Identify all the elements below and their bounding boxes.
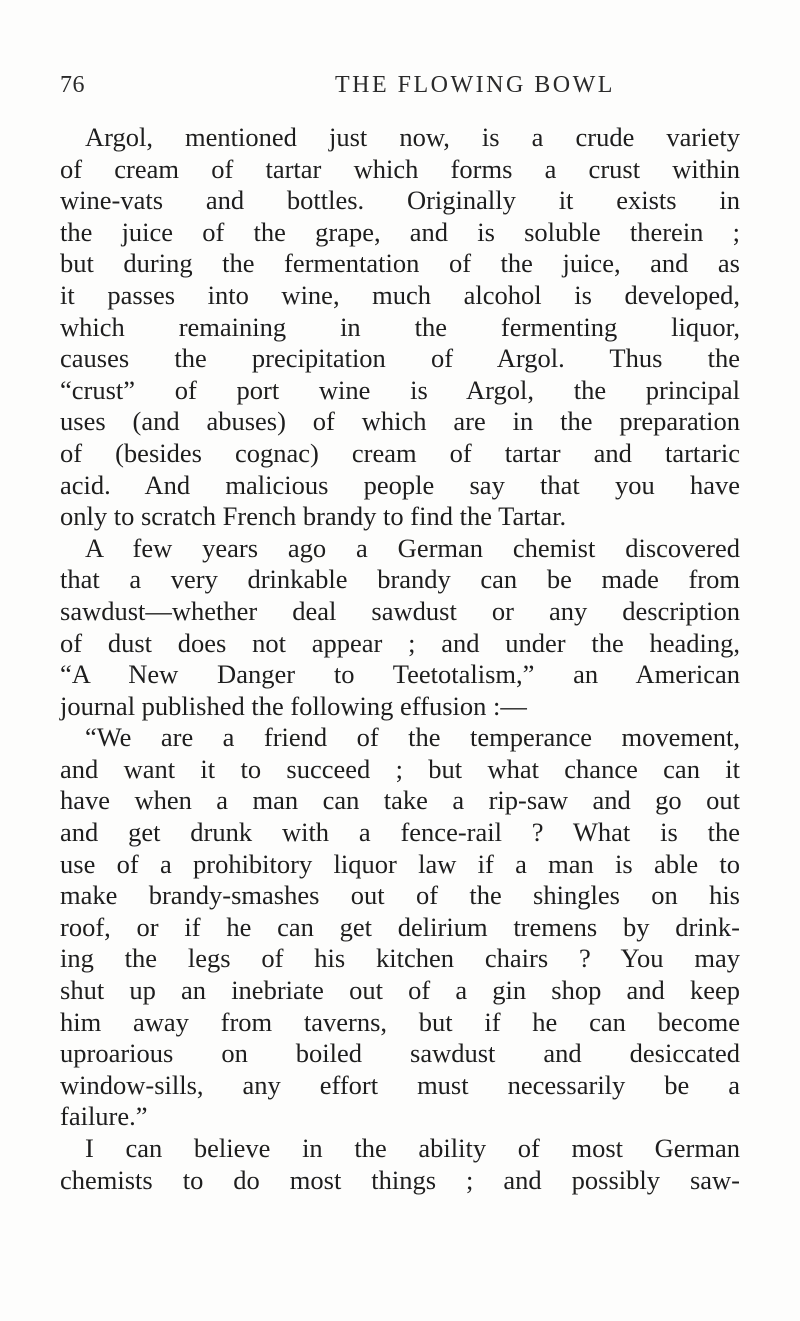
text-line: make brandy-smashes out of the shingles on his: [60, 880, 740, 911]
text-line: A few years ago a German chemist discovered: [85, 532, 740, 563]
text-line: have when a man can take a rip-saw and go out: [60, 785, 740, 816]
text-line: it passes into wine, much alcohol is developed,: [60, 279, 740, 310]
text-line: and get drunk with a fence-rail ? What is the: [60, 817, 740, 848]
text-line: only to scratch French brandy to find the Tartar.: [60, 501, 567, 532]
text-line: roof, or if he can get delirium tremens by drink-: [60, 911, 740, 942]
text-line: “crust” of port wine is Argol, the principal: [60, 374, 740, 405]
text-line: window-sills, any effort must necessarily be a: [60, 1069, 740, 1100]
text-line: wine-vats and bottles. Originally it exists in: [60, 185, 740, 216]
text-line: of cream of tartar which forms a crust within: [60, 153, 740, 184]
text-line: I can believe in the ability of most German: [85, 1133, 740, 1163]
text-line: the juice of the grape, and is soluble therein ;: [60, 216, 740, 247]
page-number: 76: [60, 72, 85, 98]
text-line: chemists to do most things ; and possibly saw-: [60, 1164, 740, 1195]
text-line: and want it to succeed ; but what chance can it: [60, 753, 740, 784]
text-line: acid. And malicious people say that you have: [60, 469, 740, 500]
text-line: that a very drinkable brandy can be made from: [60, 564, 740, 595]
text-line: uses (and abuses) of which are in the preparation: [60, 406, 740, 437]
text-line: “We are a friend of the temperance movement,: [85, 722, 740, 753]
text-line: causes the precipitation of Argol. Thus the: [60, 343, 740, 374]
page-header: [60, 72, 750, 108]
running-title: THE FLOWING BOWL: [335, 72, 615, 98]
text-line: of dust does not appear ; and under the heading,: [60, 627, 740, 658]
text-line: which remaining in the fermenting liquor,: [60, 311, 740, 342]
text-line: of (besides cognac) cream of tartar and tartaric: [60, 437, 740, 468]
text-line: him away from taverns, but if he can become: [60, 1006, 740, 1037]
text-line: journal published the following effusion :—: [60, 690, 527, 721]
text-line: failure.”: [60, 1101, 148, 1132]
text-line: “A New Danger to Teetotalism,” an American: [60, 659, 740, 690]
body-text: [60, 122, 740, 1196]
text-line: Argol, mentioned just now, is a crude variety: [85, 122, 740, 152]
text-line: ing the legs of his kitchen chairs ? You may: [60, 943, 740, 974]
text-line: shut up an inebriate out of a gin shop and keep: [60, 975, 740, 1006]
text-line: use of a prohibitory liquor law if a man is able to: [60, 848, 740, 879]
text-line: but during the fermentation of the juice, and as: [60, 248, 740, 279]
text-line: sawdust—whether deal sawdust or any description: [60, 595, 740, 626]
text-line: uproarious on boiled sawdust and desiccated: [60, 1038, 740, 1069]
